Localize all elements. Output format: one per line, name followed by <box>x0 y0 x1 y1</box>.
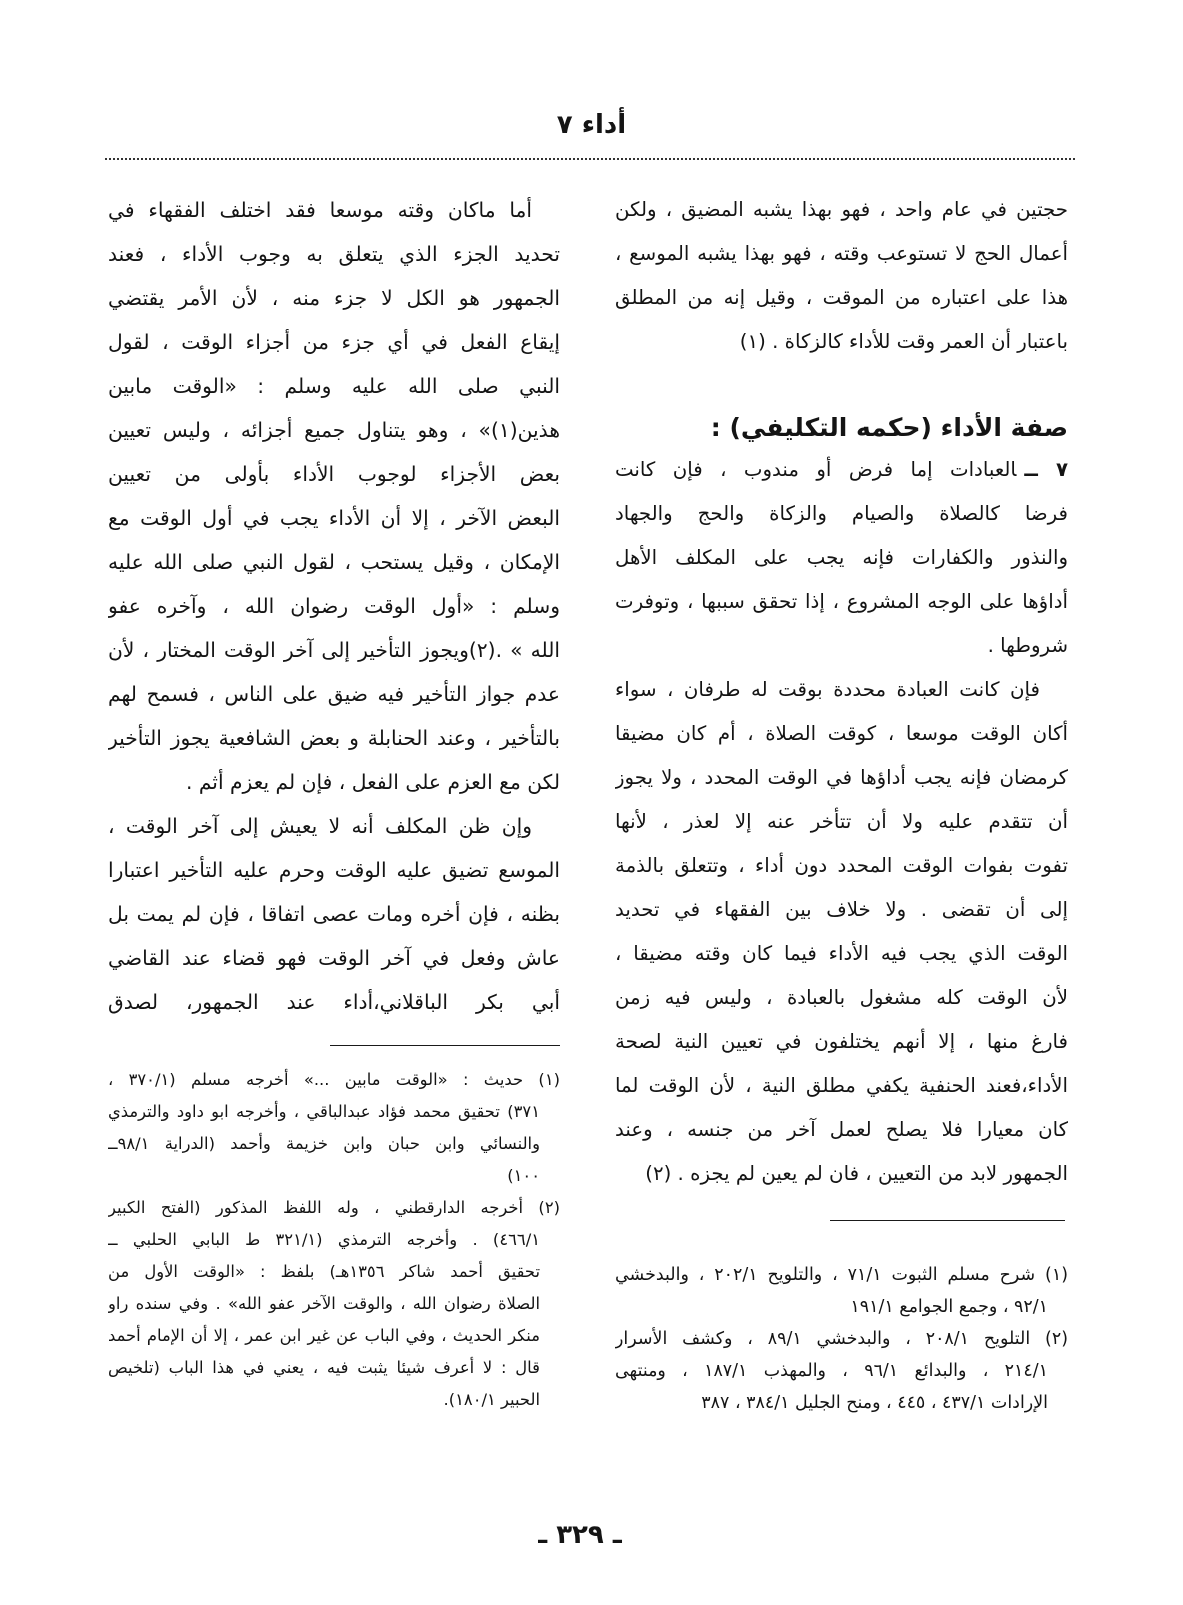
text-line: إلى أن تقضى . ولا خلاف بين الفقهاء في تحديد <box>615 898 1068 921</box>
footnote-line: (١) حديث : «الوقت مابين ...» أخرجه مسلم (٣٧٠/١ ، <box>108 1070 560 1089</box>
text-line: أكان الوقت موسعا ، كوقت الصلاة ، أم كان مضيقا <box>615 722 1068 745</box>
paragraph-continuation <box>615 188 1068 364</box>
text-line: أداؤها على الوجه المشروع ، إذا تحقق سببها ، وتوفرت <box>615 590 1068 613</box>
line-text: العبادات إما فرض أو مندوب ، فإن كانت <box>615 458 1017 481</box>
right-column <box>615 188 1068 1196</box>
text-line: تفوت بفوات الوقت المحدد دون أداء ، وتتعلق بالذمة <box>615 854 1068 877</box>
page-number: ـ ٣٢٩ ـ <box>538 1520 622 1550</box>
left-column <box>108 188 560 1024</box>
text-line: فإن كانت العبادة محددة بوقت له طرفان ، سواء <box>615 678 1040 701</box>
footnote <box>108 1064 560 1192</box>
text-line: فارغ منها ، إلا أنهم يختلفون في تعيين النية لصحة <box>615 1030 1068 1053</box>
text-line: وسلم : «أول الوقت رضوان الله ، وآخره عفو <box>108 594 560 618</box>
text-line: البعض الآخر ، إلا أن الأداء يجب في أول الوقت مع <box>108 506 560 530</box>
footnote <box>615 1323 1068 1419</box>
text-line: الجمهور لابد من التعيين ، فان لم يعين لم يجزه . (٢) <box>645 1162 1068 1185</box>
footnote <box>615 1259 1068 1323</box>
text-line: عاش وفعل في آخر الوقت فهو قضاء عند القاضي <box>108 946 560 970</box>
text-line: هذين(١)» ، وهو يتناول جميع أجزائه ، وليس تعيين <box>108 418 560 442</box>
text-line: باعتبار أن العمر وقت للأداء كالزكاة . (١) <box>739 330 1068 353</box>
footnote-line: ١٠٠) <box>507 1166 540 1185</box>
text-line: لأن الوقت كله مشغول بالعبادة ، وليس فيه زمن <box>615 986 1068 1009</box>
footnote-line: (٢) أخرجه الدارقطني ، وله اللفظ المذكور (الفتح الكبير <box>108 1198 560 1217</box>
paragraph-fixed-time <box>615 668 1068 1196</box>
footnote-line: والنسائي وابن حبان وابن خزيمة وأحمد (الدراية ٩٨/١ــ <box>108 1134 540 1153</box>
header-dotted-divider <box>105 158 1075 160</box>
footnote-line: (١) شرح مسلم الثبوت ٧١/١ ، والتلويح ٢٠٢/١ ، والبدخشي <box>615 1265 1068 1285</box>
footnote-divider-left <box>330 1045 560 1046</box>
text-line: بظنه ، فإن أخره ومات عصى اتفاقا ، فإن لم يمت بل <box>108 902 560 926</box>
text-line: الله » .(٢)ويجوز التأخير إلى آخر الوقت المختار ، لأن <box>108 638 560 662</box>
text-line: حجتين في عام واحد ، فهو بهذا يشبه المضيق ، ولكن <box>615 198 1068 221</box>
footnotes-right <box>615 1259 1068 1419</box>
paragraph-presumption <box>108 804 560 1024</box>
footnote-line: ٣٧١) تحقيق محمد فؤاد عبدالباقي ، وأخرجه ابو داود والترمذي <box>108 1102 540 1121</box>
footnotes-left <box>108 1064 560 1416</box>
footnote-line: ٤٦٦/١) . وأخرجه الترمذي (٣٢١/١ ط البابي الحلبي ــ <box>108 1230 540 1249</box>
text-line: لكن مع العزم على الفعل ، فإن لم يعزم أثم . <box>185 770 560 794</box>
text-line: الأداء،فعند الحنفية يكفي مطلق النية ، لأن الوقت لما <box>615 1074 1068 1097</box>
text-line: فرضا كالصلاة والصيام والزكاة والحج والجهاد <box>615 502 1068 525</box>
footnote-line: ٩٢/١ ، وجمع الجوامع ١٩١/١ <box>850 1297 1048 1317</box>
text-line: الموسع تضيق عليه الوقت وحرم عليه التأخير اعتبارا <box>108 858 560 882</box>
text-line: الإمكان ، وقيل يستحب ، لقول النبي صلى الله عليه <box>108 550 560 574</box>
text-line: أما ماكان وقته موسعا فقد اختلف الفقهاء في <box>108 198 532 222</box>
running-header-title: أداء ٧ <box>556 110 627 140</box>
text-line: الجمهور هو الكل لا جزء منه ، لأن الأمر يقتضي <box>108 286 560 310</box>
footnote-line: (٢) التلويح ٢٠٨/١ ، والبدخشي ٨٩/١ ، وكشف الأسرار <box>615 1329 1068 1349</box>
section-heading: صفة الأداء (حكمه التكليفي) : <box>710 413 1068 442</box>
footnote-line: الصلاة رضوان الله ، والوقت الآخر عفو الله» . وفي سنده راو <box>108 1294 540 1313</box>
text-line: والنذور والكفارات فإنه يجب على المكلف الأهل <box>615 546 1068 569</box>
text-line: أعمال الحج لا تستوعب وقته ، فهو بهذا يشبه الموسع ، <box>615 242 1068 265</box>
text-line: كرمضان فإنه يجب أداؤها في الوقت المحدد ، ولا يجوز <box>615 766 1068 789</box>
text-line: أن تتقدم عليه ولا أن تتأخر عنه إلا لعذر ، لأنها <box>615 810 1068 833</box>
text-line: كان معيارا فلا يصلح لعمل آخر من جنسه ، وعند <box>615 1118 1068 1141</box>
paragraph-wide-time <box>108 188 560 804</box>
text-line: بعض الأجزاء لوجوب الأداء بأولى من تعيين <box>108 462 560 486</box>
text-line: هذا على اعتباره من الموقت ، وقيل إنه من المطلق <box>615 286 1068 309</box>
footnote-line: ٢١٤/١ ، والبدائع ٩٦/١ ، والمهذب ١٨٧/١ ، ومنتهى <box>615 1361 1049 1381</box>
text-line: شروطها . <box>987 634 1068 657</box>
footnote-line: تحقيق أحمد شاكر ١٣٥٦هـ) بلفظ : «الوقت الأول من <box>108 1262 541 1281</box>
footnote-line: الإرادات ٤٣٧/١ ، ٤٤٥ ، ومنح الجليل ٣٨٤/١ ، ٣٨٧ <box>701 1393 1048 1413</box>
text-line: بالتأخير ، وعند الحنابلة و بعض الشافعية يجوز التأخير <box>108 726 560 750</box>
text-line: إيقاع الفعل في أي جزء من أجزاء الوقت ، لقول <box>108 330 560 354</box>
paragraph-number: ٧ ــ <box>1024 458 1068 481</box>
text-line: وإن ظن المكلف أنه لا يعيش إلى آخر الوقت ، <box>108 814 532 838</box>
footnote-divider-right <box>830 1220 1065 1221</box>
footnote-line: منكر الحديث ، وفي الباب عن غير ابن عمر ، إلا أن الإمام أحمد <box>108 1326 540 1345</box>
text-line <box>615 448 1068 492</box>
footnote <box>108 1192 560 1416</box>
text-line: الوقت الذي يجب فيه الأداء فيما كان وقته مضيقا ، <box>615 942 1068 965</box>
text-line: أبي بكر الباقلاني،أداء عند الجمهور، لصدق <box>108 990 560 1014</box>
text-line: النبي صلى الله عليه وسلم : «الوقت مابين <box>108 374 560 398</box>
paragraph-7 <box>615 448 1068 668</box>
footnote-line: الحبير ١٨٠/١). <box>443 1390 540 1409</box>
footnote-line: قال : لا أعرف شيئا يثبت فيه ، يعني في هذا الباب (تلخيص <box>108 1358 540 1377</box>
text-line: عدم جواز التأخير فيه ضيق على الناس ، فسمح لهم <box>108 682 560 706</box>
text-line: تحديد الجزء الذي يتعلق به وجوب الأداء ، فعند <box>108 242 560 266</box>
